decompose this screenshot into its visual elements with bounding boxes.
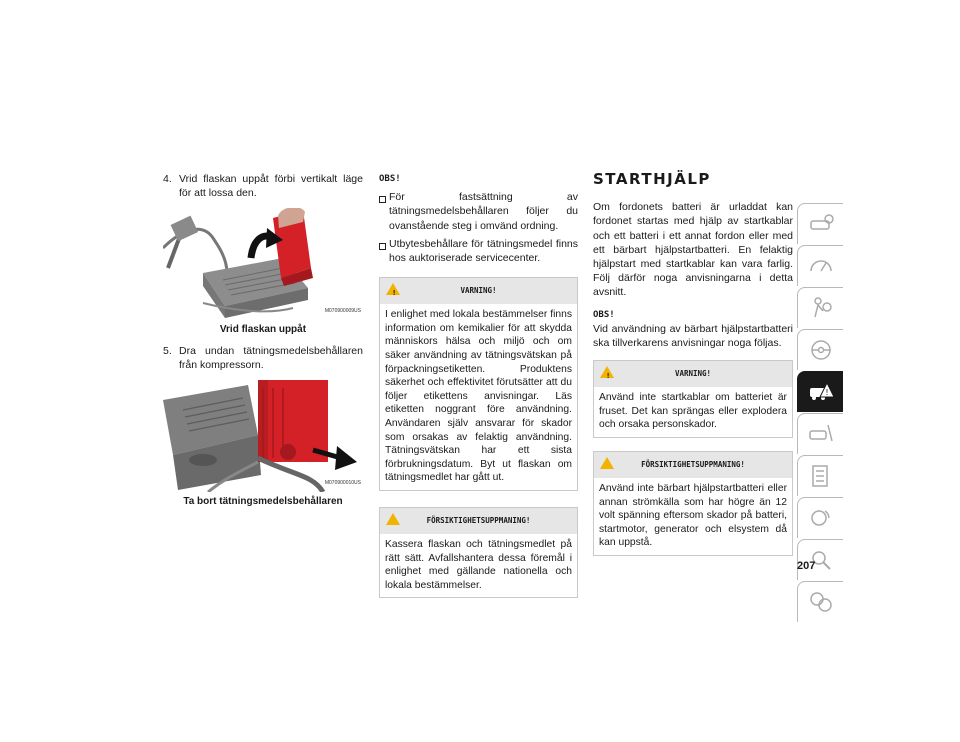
section-heading: STARTHJÄLP [593, 170, 711, 188]
tab-specifications[interactable] [797, 455, 843, 496]
caution-title: FÖRSIKTIGHETSUPPMANING! [426, 515, 531, 525]
bullet-box-icon [379, 237, 389, 265]
figure-id: M070900010US [324, 479, 361, 486]
service-tools-icon [807, 421, 835, 447]
caution-title: FÖRSIKTIGHETSUPPMANING! [641, 459, 745, 469]
caution-box [593, 451, 793, 556]
caution-text: Kassera flaskan och tätningsmedlet på rätt sätt. Avfallshantera dessa föremål i enlighet med gällande nationella och lokala bestämmelser. [385, 538, 572, 591]
warning-triangle-icon: ! [600, 366, 614, 378]
step-5 [163, 344, 363, 372]
figure-caption: Vrid flaskan uppåt [219, 324, 307, 336]
warning-title: VARNING! [674, 369, 712, 379]
warning-header [380, 278, 577, 304]
warning-box [379, 277, 578, 491]
tab-driving[interactable] [797, 329, 843, 370]
caution-icon [386, 513, 400, 525]
figure-id: M070900009US [324, 308, 361, 315]
caution-icon [600, 457, 614, 469]
column-left [163, 172, 363, 515]
page-number: 207 [797, 560, 816, 572]
step-text: Vrid flaskan uppåt förbi vertikalt läge för att lossa den. [179, 173, 363, 200]
intro-paragraph: Om fordonets batteri är urladdat kan fordonet startas med hjälp av startkablar och ett batteri i ett annat fordon eller med ett bärbart hjälpstartbatteri. En felaktig hjälpstart med startkablar kan vara farlig. Följ därför noga anvisningarna i detta avsnitt. [593, 201, 793, 299]
dashboard-lights-icon [807, 253, 835, 279]
tab-multimedia[interactable] [797, 497, 843, 538]
caution-header [380, 508, 577, 534]
tab-service[interactable] [797, 413, 843, 454]
step-number: 4. [163, 173, 172, 185]
step-number: 5. [163, 344, 172, 357]
bullet-item [379, 190, 578, 233]
figure-rotate-bottle [163, 208, 363, 320]
airbag-safety-icon [807, 295, 835, 321]
tab-safety[interactable] [797, 287, 843, 328]
bullet-box-icon [379, 190, 389, 233]
multimedia-icon [807, 505, 835, 531]
tab-dashboard[interactable] [797, 245, 843, 286]
figure-caption: Ta bort tätningsmedelsbehållaren [183, 496, 343, 508]
figure-remove-container [163, 380, 363, 492]
obs-label: OBS! [379, 174, 401, 184]
warning-header [594, 361, 792, 387]
language-icon [807, 589, 835, 615]
svg-text:!: ! [824, 388, 829, 397]
obs-paragraph: Vid användning av bärbart hjälpstartbatteri ska tillverkarens anvisningar noga följas. [593, 322, 793, 350]
warning-triangle-icon: ! [386, 283, 400, 295]
tab-car-info[interactable] [797, 203, 843, 244]
caution-text: Använd inte bärbart hjälpstartbatteri eller annan strömkälla som har högre än 12 volt spänning eftersom skador på batteri, startmotor, generator och elsystem då kan uppstå. [599, 483, 787, 549]
step-4 [163, 172, 363, 200]
bullet-item [379, 237, 578, 265]
tab-language[interactable] [797, 581, 843, 622]
obs-label: OBS! [593, 309, 615, 320]
emergency-warning-icon [807, 379, 835, 405]
caution-header [594, 452, 792, 478]
warning-text: Använd inte startkablar om batteriet är fruset. Det kan sprängas eller explodera och orsaka personskador. [599, 392, 787, 431]
bullet-text: Utbytesbehållare för tätningsmedel finns hos auktoriserade servicecenter. [389, 237, 578, 265]
column-middle [379, 172, 578, 598]
warning-title: VARNING! [460, 286, 497, 296]
bullet-text: För fastsättning av tätningsmedelsbehållaren följer du ovanstående steg i omvänd ordning. [389, 191, 578, 232]
tab-emergency[interactable] [797, 371, 843, 412]
caution-box [379, 507, 578, 598]
step-text: Dra undan tätningsmedelsbehållaren från kompressorn. [179, 344, 363, 371]
steering-wheel-icon [807, 337, 835, 363]
warning-text: I enlighet med lokala bestämmelser finns information om kemikalier för att skydda människors hälsa och miljö och om säker användning av tätningsvätskan på förpackningsetiketten. Produktens säkerhet och effektivitet förutsätter att du följer etikettens anvisningar. Läs etiketten noggrant före användning. Användaren själv ansvarar för skador som orsakas av felaktig användning. Tätningsvätskan har ett sista förbrukningsdatum. Byt ut flaskan om tätningsmedlet har gått ut. [385, 309, 572, 484]
column-right [593, 172, 793, 556]
specifications-icon [807, 463, 835, 489]
car-info-icon [807, 211, 835, 237]
warning-box [593, 360, 793, 438]
